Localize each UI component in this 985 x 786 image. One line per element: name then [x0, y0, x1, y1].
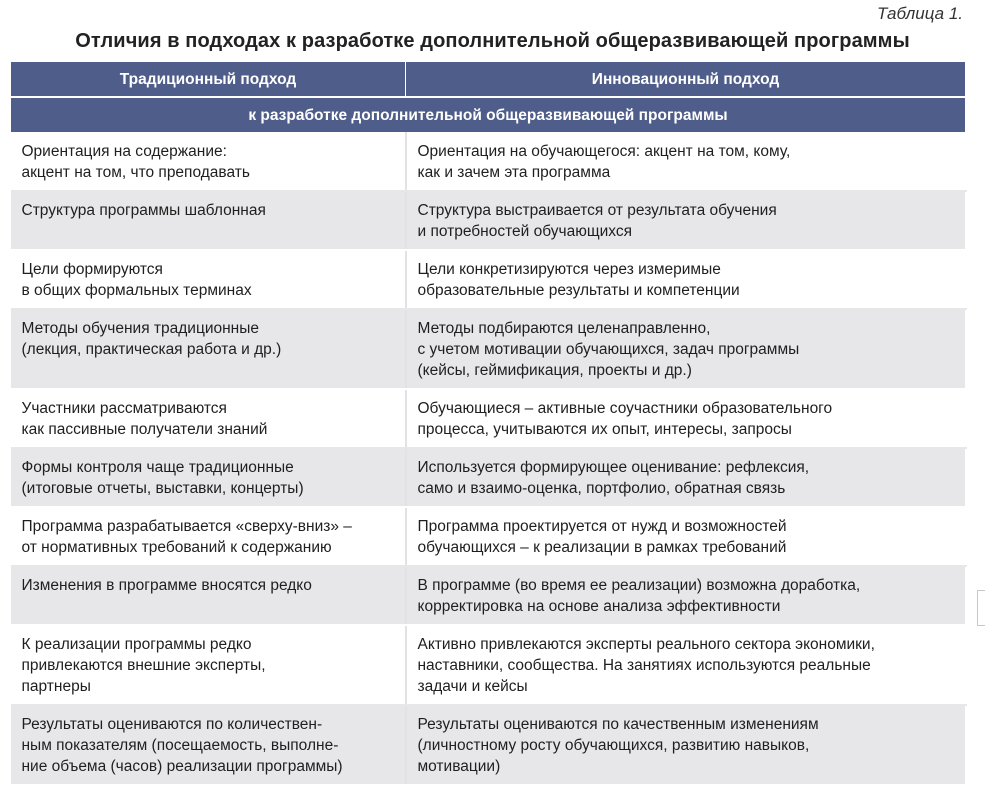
cell-line: задачи и кейсы	[417, 678, 528, 695]
header-innovative: Инновационный подход	[406, 62, 966, 97]
cell-line: корректировка на основе анализа эффективности	[417, 598, 781, 615]
subheader: к разработке дополнительной общеразвивающей программы	[11, 97, 966, 133]
cell-innovative	[406, 191, 966, 250]
table-row	[11, 566, 966, 625]
cell-line: Результаты оцениваются по количествен-	[21, 716, 323, 733]
cell-line: (лекция, практическая работа и др.)	[21, 341, 282, 358]
comparison-table	[10, 62, 967, 786]
cell-line: Используется формирующее оценивание: рефлексия,	[417, 459, 810, 476]
cell-line: ние объема (часов) реализации программы)	[21, 758, 343, 775]
cell-line: К реализации программы редко	[21, 636, 252, 653]
cell-line: ным показателям (посещаемость, выполне-	[21, 737, 339, 754]
cell-line: Методы обучения традиционные	[21, 320, 259, 337]
cell-line: партнеры	[21, 678, 91, 695]
table-row	[11, 705, 966, 785]
cell-line: Программа разрабатывается «сверху-вниз» –	[21, 518, 352, 535]
cell-traditional	[11, 191, 406, 250]
cell-innovative	[406, 625, 966, 705]
cell-line: Активно привлекаются эксперты реального сектора экономики,	[417, 636, 875, 653]
cell-innovative	[406, 448, 966, 507]
cell-innovative	[406, 507, 966, 566]
table-title: Отличия в подходах к разработке дополнительной общеразвивающей программы	[75, 30, 910, 52]
cell-traditional	[11, 133, 406, 192]
cell-line: наставники, сообщества. На занятиях используются реальные	[417, 657, 871, 674]
cell-traditional	[11, 448, 406, 507]
cell-line: Обучающиеся – активные соучастники образовательного	[417, 400, 833, 417]
cell-line: мотивации)	[417, 758, 501, 775]
cell-line: Участники рассматриваются	[21, 400, 227, 417]
cell-innovative	[406, 566, 966, 625]
table-row	[11, 309, 966, 389]
subheader-row	[11, 97, 966, 133]
cell-line: (итоговые отчеты, выставки, концерты)	[21, 480, 304, 497]
cell-innovative	[406, 389, 966, 448]
cell-line: Цели формируются	[21, 261, 163, 278]
table-row	[11, 448, 966, 507]
cell-line: Цели конкретизируются через измеримые	[417, 261, 721, 278]
cell-line: процесса, учитываются их опыт, интересы, запросы	[417, 421, 792, 438]
table-row	[11, 507, 966, 566]
cell-line: и потребностей обучающихся	[417, 223, 632, 240]
cell-line: Методы подбираются целенаправленно,	[417, 320, 711, 337]
table-row	[11, 133, 966, 192]
cell-traditional	[11, 389, 406, 448]
cell-line: Ориентация на содержание:	[21, 143, 227, 160]
cell-traditional	[11, 566, 406, 625]
cell-line: в общих формальных терминах	[21, 282, 252, 299]
table-row	[11, 250, 966, 309]
cell-line: (личностному росту обучающихся, развитию навыков,	[417, 737, 810, 754]
cell-line: Структура программы шаблонная	[21, 202, 266, 219]
cell-line: как и зачем эта программа	[417, 164, 611, 181]
cell-traditional	[11, 705, 406, 785]
cell-line: Ориентация на обучающегося: акцент на том, кому,	[417, 143, 791, 160]
table-row	[11, 389, 966, 448]
cell-innovative	[406, 705, 966, 785]
cell-line: акцент на том, что преподавать	[21, 164, 250, 181]
cell-line: с учетом мотивации обучающихся, задач программы	[417, 341, 800, 358]
cell-line: само и взаимо-оценка, портфолио, обратная связь	[417, 480, 786, 497]
cell-line: Изменения в программе вносятся редко	[21, 577, 312, 594]
cell-line: (кейсы, геймификация, проекты и др.)	[417, 362, 692, 379]
cell-line: В программе (во время ее реализации) возможна доработка,	[417, 577, 861, 594]
cell-line: обучающихся – к реализации в рамках требований	[417, 539, 787, 556]
table-caption: Таблица 1.	[877, 4, 963, 23]
cell-line: Формы контроля чаще традиционные	[21, 459, 294, 476]
page-edge-mark	[977, 590, 985, 626]
cell-line: от нормативных требований к содержанию	[21, 539, 332, 556]
cell-line: как пассивные получатели знаний	[21, 421, 268, 438]
cell-innovative	[406, 250, 966, 309]
cell-innovative	[406, 309, 966, 389]
cell-line: образовательные результаты и компетенции	[417, 282, 740, 299]
table-body	[11, 133, 966, 786]
cell-traditional	[11, 250, 406, 309]
cell-innovative	[406, 133, 966, 192]
table-row	[11, 191, 966, 250]
cell-traditional	[11, 625, 406, 705]
cell-traditional	[11, 507, 406, 566]
cell-line: Программа проектируется от нужд и возможностей	[417, 518, 787, 535]
header-row	[11, 62, 966, 97]
cell-line: Структура выстраивается от результата обучения	[417, 202, 777, 219]
header-traditional: Традиционный подход	[11, 62, 406, 97]
cell-traditional	[11, 309, 406, 389]
cell-line: привлекаются внешние эксперты,	[21, 657, 266, 674]
table-row	[11, 625, 966, 705]
cell-line: Результаты оцениваются по качественным изменениям	[417, 716, 819, 733]
